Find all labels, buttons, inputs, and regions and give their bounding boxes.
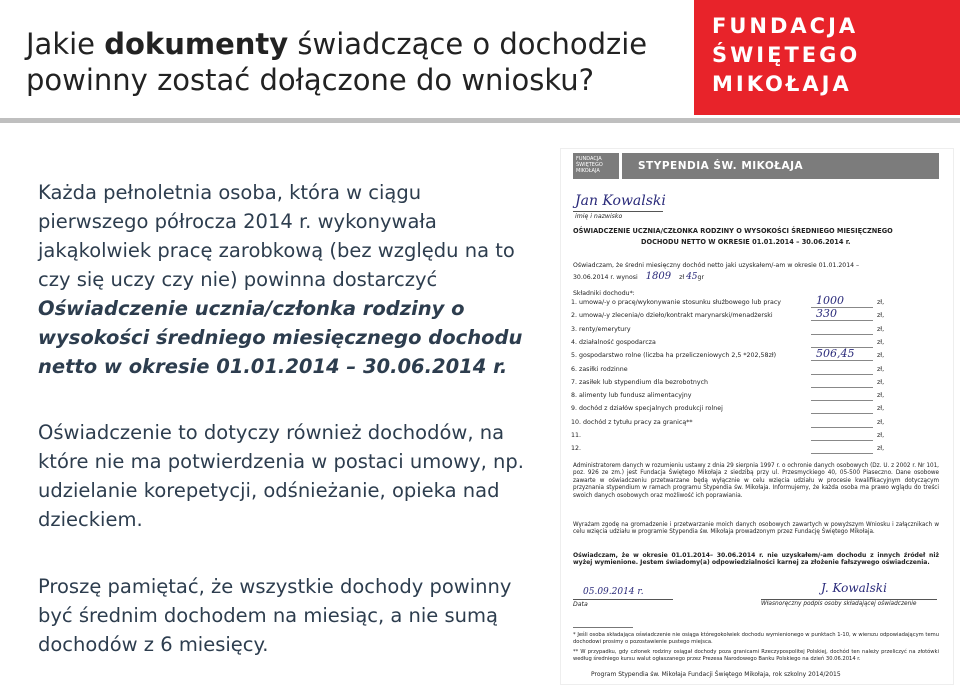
income-item-unit: zł, xyxy=(877,365,885,373)
form-declare-line2 xyxy=(573,272,704,282)
income-item-label: 9. dochód z działów specjalnych produkcji rolnej xyxy=(571,405,723,413)
footnote-divider xyxy=(573,627,633,628)
page-title xyxy=(26,26,666,98)
declare-amount: 1809 xyxy=(645,271,672,282)
form-band-title: STYPENDIA ŚW. MIKOŁAJA xyxy=(622,153,939,179)
declare-pre: 30.06.2014 r. wynosi xyxy=(573,274,638,281)
income-item-label: 3. renty/emerytury xyxy=(571,325,631,333)
title-bold: dokumenty xyxy=(104,27,289,61)
income-declaration-form xyxy=(560,148,954,685)
income-item-label: 6. zasiłki rodzinne xyxy=(571,365,628,373)
income-item-line xyxy=(811,320,873,321)
form-components-label: Składniki dochodu*: xyxy=(573,290,635,297)
income-item-label: 7. zasiłek lub stypendium dla bezrobotnych xyxy=(571,378,709,386)
income-item-unit: zł, xyxy=(877,299,885,306)
paragraph1-emphasis: Oświadczenie ucznia/członka rodziny o wysokości średniego miesięcznego dochodu netto w okresie 01.01.2014 – 30.06.2014 r. xyxy=(38,297,523,378)
paragraph-average-income: Proszę pamiętać, że wszystkie dochody powinny być średnim dochodem na miesiąc, a nie sumą dochodów z 6 miesięcy. xyxy=(38,575,512,656)
title-part1: Jakie xyxy=(26,27,105,61)
declare-gr: gr xyxy=(697,274,704,281)
form-name-label: imię i nazwisko xyxy=(575,213,623,220)
income-item-amount: 1000 xyxy=(816,294,844,307)
income-item-line xyxy=(811,387,873,388)
form-footer: Program Stypendia św. Mikołaja Fundacji Świętego Mikołaja, rok szkolny 2014/2015 xyxy=(591,671,841,678)
income-item-label: 1. umowa/-y o pracę/wykonywanie stosunku służbowego lub pracy xyxy=(571,299,782,306)
form-date-label: Data xyxy=(573,601,588,608)
income-item-unit: zł, xyxy=(877,405,885,413)
form-signature-handwritten: J. Kowalski xyxy=(821,581,887,595)
income-item-unit: zł, xyxy=(877,338,885,346)
income-item-line xyxy=(811,413,873,414)
income-item-label: 2. umowa/-y zlecenia/o dzieło/kontrakt marynarski/menadżerski xyxy=(571,312,773,320)
income-item-unit: zł, xyxy=(877,418,885,426)
paragraph-adults xyxy=(38,178,528,381)
income-item-unit: zł, xyxy=(877,312,885,320)
income-item-amount: 506,45 xyxy=(816,347,855,361)
income-item-unit: zł, xyxy=(877,378,885,386)
income-item-unit: zł, xyxy=(877,445,885,453)
income-item-line xyxy=(811,360,873,361)
logo-line1: FUNDACJA xyxy=(712,14,859,38)
form-consent: Wyrażam zgodę na gromadzenie i przetwarzanie moich danych osobowych zawartych w powyższym Wniosku i załącznikach w celu wzięcia udziału w programie Stypendia św. Mikołaja prowadzonym przez Fundację Świętego Mikołaja. xyxy=(573,522,939,536)
form-name-handwritten: Jan Kowalski xyxy=(575,193,666,209)
income-item-line xyxy=(811,440,873,441)
income-item-line xyxy=(811,400,873,401)
form-declare-line1: Oświadczam, że średni miesięczny dochód netto jaki uzyskałem/-am w okresie 01.01.2014 – xyxy=(573,262,860,269)
form-privacy-notice: Administratorem danych w rozumieniu ustawy z dnia 29 sierpnia 1997 r. o ochronie danych osobowych (Dz. U. z 2002 r. Nr 101, poz. 926 ze zm.) jest Fundacja Świętego Mikołaja z siedzibą przy ul. Przesmyckiego 40, 05-500 Piaseczno. Dane osobowe zawarte w oświadczeniu przetwarzane będą wyłącznie w celu wzięcia udziału w procesie kwalifikacyjnym dotyczącym przyznania stypendium w ramach programu Stypendia św. Mikołaja. Informujemy, że każda osoba ma prawo wglądu do treści swoich danych osobowych oraz możliwość ich poprawiania. xyxy=(573,463,939,499)
income-item-line xyxy=(811,334,873,335)
declare-unit: zł xyxy=(679,274,685,281)
form-footnote-2: ** W przypadku, gdy członek rodziny osiągał dochody poza granicami Rzeczypospolitej Polskiej, dochód ten należy przeliczyć na złotówki według średniego kursu walut ogłaszanego przez Prezesa Narodowego Banku Polskiego na dzień 30.06.2014 r. xyxy=(573,649,939,662)
logo-line2: ŚWIĘTEGO xyxy=(712,43,861,67)
date-underline xyxy=(573,599,673,600)
income-item-label: 11. xyxy=(571,432,582,439)
form-logo: FUNDACJA ŚWIĘTEGO MIKOŁAJA xyxy=(573,153,619,179)
paragraph1-text: Każda pełnoletnia osoba, która w ciągu pierwszego półrocza 2014 r. wykonywała jakąkolwiek pracę zarobkową (bez względu na to czy się uczy czy nie) powinna dostarczyć xyxy=(38,181,515,291)
income-item-label: 5. gospodarstwo rolne (liczba ha przeliczeniowych 2,5 *202,58zł) xyxy=(571,352,777,360)
form-date-handwritten: 05.09.2014 r. xyxy=(583,587,644,597)
foundation-logo xyxy=(694,0,960,115)
header-divider xyxy=(0,118,960,123)
form-header xyxy=(573,153,939,179)
income-item-line xyxy=(811,427,873,428)
paragraph-other-income: Oświadczenie to dotyczy również dochodów, na które nie ma potwierdzenia w postaci umowy, np. udzielanie korepetycji, odśnieżanie, opieka nad dzieckiem. xyxy=(38,421,524,531)
income-item-label: 12. xyxy=(571,445,582,453)
title-part2: świadczące o dochodzie powinny zostać dołączone do wniosku? xyxy=(26,27,648,97)
declare-cents: 45 xyxy=(686,272,698,282)
income-item-label: 10. dochód z tytułu pracy za granicą** xyxy=(571,418,693,426)
income-item-line xyxy=(811,453,873,454)
form-footnote-1: * Jeśli osoba składająca oświadczenie nie osiąga któregokolwiek dochodu wymienionego w punktach 1-10, w wierszu odpowiadającym temu dochodowi prosimy o pozostawienie pustego miejsca. xyxy=(573,632,939,645)
income-item-unit: zł, xyxy=(877,352,885,360)
income-item-amount: 330 xyxy=(816,307,837,321)
form-heading-1: OŚWIADCZENIE UCZNIA/CZŁONKA RODZINY O WYSOKOŚCI ŚREDNIEGO MIESIĘCZNEGO xyxy=(573,227,893,235)
income-item-unit: zł, xyxy=(877,325,885,333)
income-item-label: 8. alimenty lub fundusz alimentacyjny xyxy=(571,392,692,400)
form-signature-label: Własnoręczny podpis osoby składającej oświadczenie xyxy=(761,601,917,607)
form-statement: Oświadczam, że w okresie 01.01.2014– 30.06.2014 r. nie uzyskałem/-am dochodu z innych źródeł niż wyżej wymienione. Jestem świadomy(a) odpowiedzialności karnej za złożenie fałszywego oświadczenia. xyxy=(573,552,939,567)
income-item-unit: zł, xyxy=(877,392,885,400)
income-item-label: 4. działalność gospodarcza xyxy=(571,338,656,346)
income-item-unit: zł, xyxy=(877,432,885,439)
form-heading-2: DOCHODU NETTO W OKRESIE 01.01.2014 – 30.06.2014 r. xyxy=(641,238,851,246)
income-item-line xyxy=(811,374,873,375)
logo-line3: MIKOŁAJA xyxy=(712,72,852,96)
